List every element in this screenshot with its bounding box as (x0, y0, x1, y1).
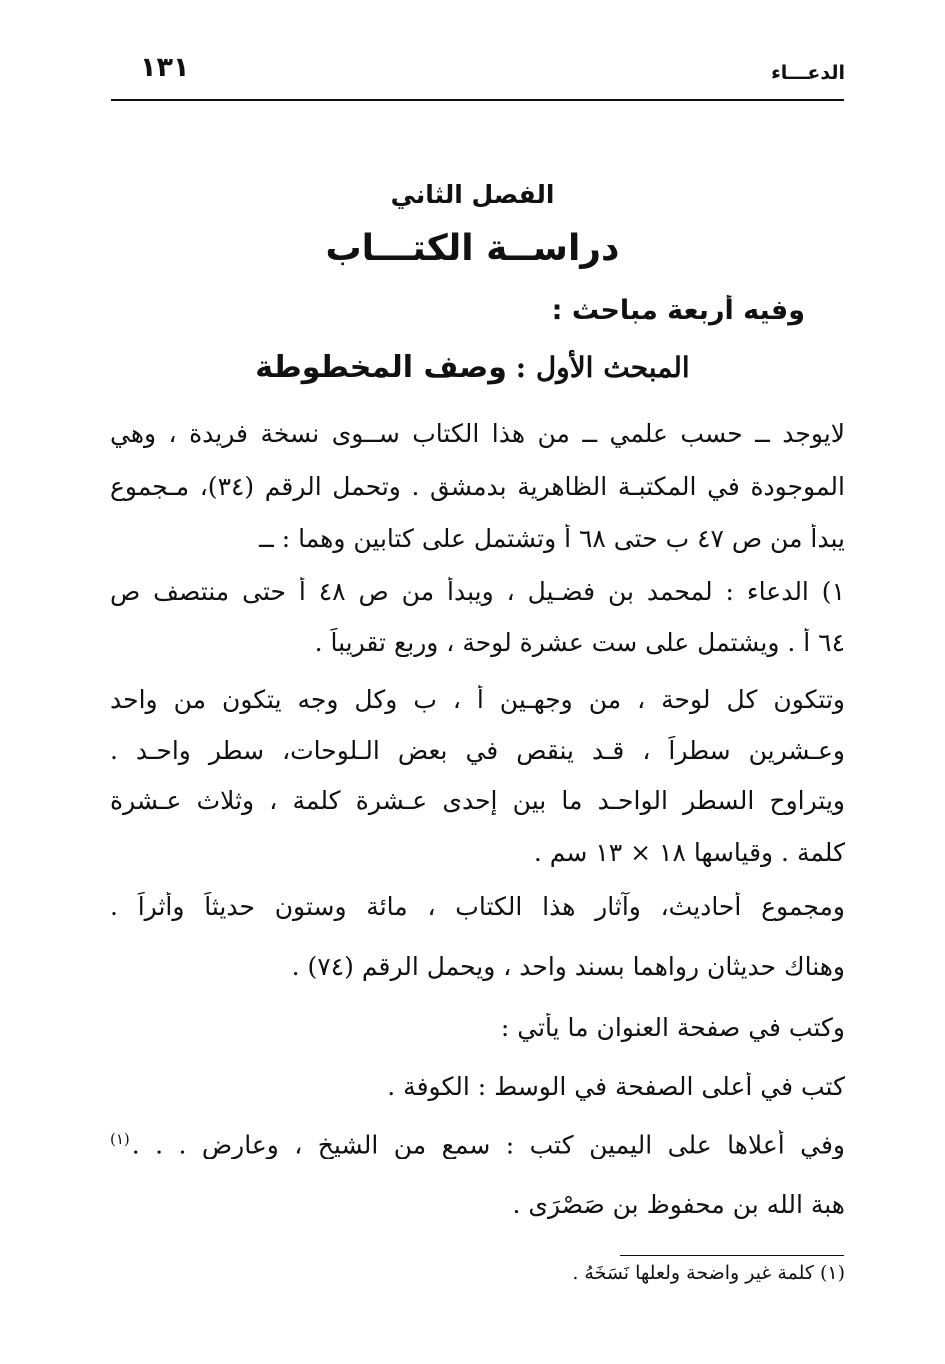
paragraph-line: وكتب في صفحة العنوان ما يأتي : (500, 1013, 845, 1042)
paragraph-line: هبة الله بن محفوظ بن صَصْرَى . (512, 1190, 845, 1219)
paragraph-line: ومجموع أحاديث، وآثار هذا الكتاب ، مائة وستون حديثاً وأثراً . (110, 892, 845, 921)
paragraph-line: وتتكون كل لوحة ، من وجهـين أ ، ب وكل وجه يتكون من واحد (110, 685, 845, 714)
paragraph-line: الموجودة في المكتبـة الظاهرية بدمشق . وتحمل الرقم (٣٤)، مـجموع (110, 472, 845, 501)
paragraph-line: ٦٤ أ . ويشتمل على ست عشرة لوحة ، وربع تقريباً . (314, 628, 845, 657)
header-rule (111, 99, 844, 101)
paragraph-line: وعـشرين سطراً ، قـد ينقص في بعض الـلوحات، سطر واحـد . (110, 736, 845, 765)
paragraph-line: ١) الدعاء : لمحمد بن فضـيل ، ويبدأ من ص ٤٨ أ حتى منتصف ص (110, 577, 845, 606)
footnote: (١) كلمة غير واضحة ولعلها نَسَخَهُ . (572, 1262, 845, 1284)
paragraph-line (110, 1130, 845, 1159)
page-number: ١٣١ (140, 52, 190, 83)
footnote-reference: (١) (110, 1130, 130, 1148)
section-label: المبحث الأول : (515, 351, 690, 384)
section-heading (0, 350, 945, 385)
section-title: وصف المخطوطة (255, 350, 507, 385)
paragraph-line: وهناك حديثان رواهما بسند واحد ، ويحمل الرقم (٧٤) . (291, 952, 845, 981)
paragraph-line: يبدأ من ص ٤٧ ب حتى ٦٨ أ وتشتمل على كتابين وهما : ــ (259, 524, 845, 553)
paragraph-text: وفي أعلاها على اليمين كتب : سمع من الشيخ ، وعارض . . . (131, 1130, 845, 1160)
running-title: الدعـــاء (771, 62, 845, 84)
paragraph-line: لايوجد ــ حسب علمي ــ من هذا الكتاب ســوى نسخة فريدة ، وهي (110, 419, 845, 448)
paragraph-line: كتب في أعلى الصفحة في الوسط : الكوفة . (387, 1072, 845, 1101)
chapter-title: دراســة الكتـــاب (325, 228, 620, 269)
chapter-label: الفصل الثاني (390, 180, 555, 209)
chapter-intro: وفيه أربعة مباحث : (551, 295, 805, 326)
footnote-rule (620, 1255, 844, 1256)
paragraph-line: كلمة . وقياسها ١٨ × ١٣ سم . (533, 838, 845, 867)
paragraph-line: ويتراوح السطر الواحـد ما بين إحدى عـشرة كلمة ، وثلاث عـشرة (110, 786, 845, 815)
